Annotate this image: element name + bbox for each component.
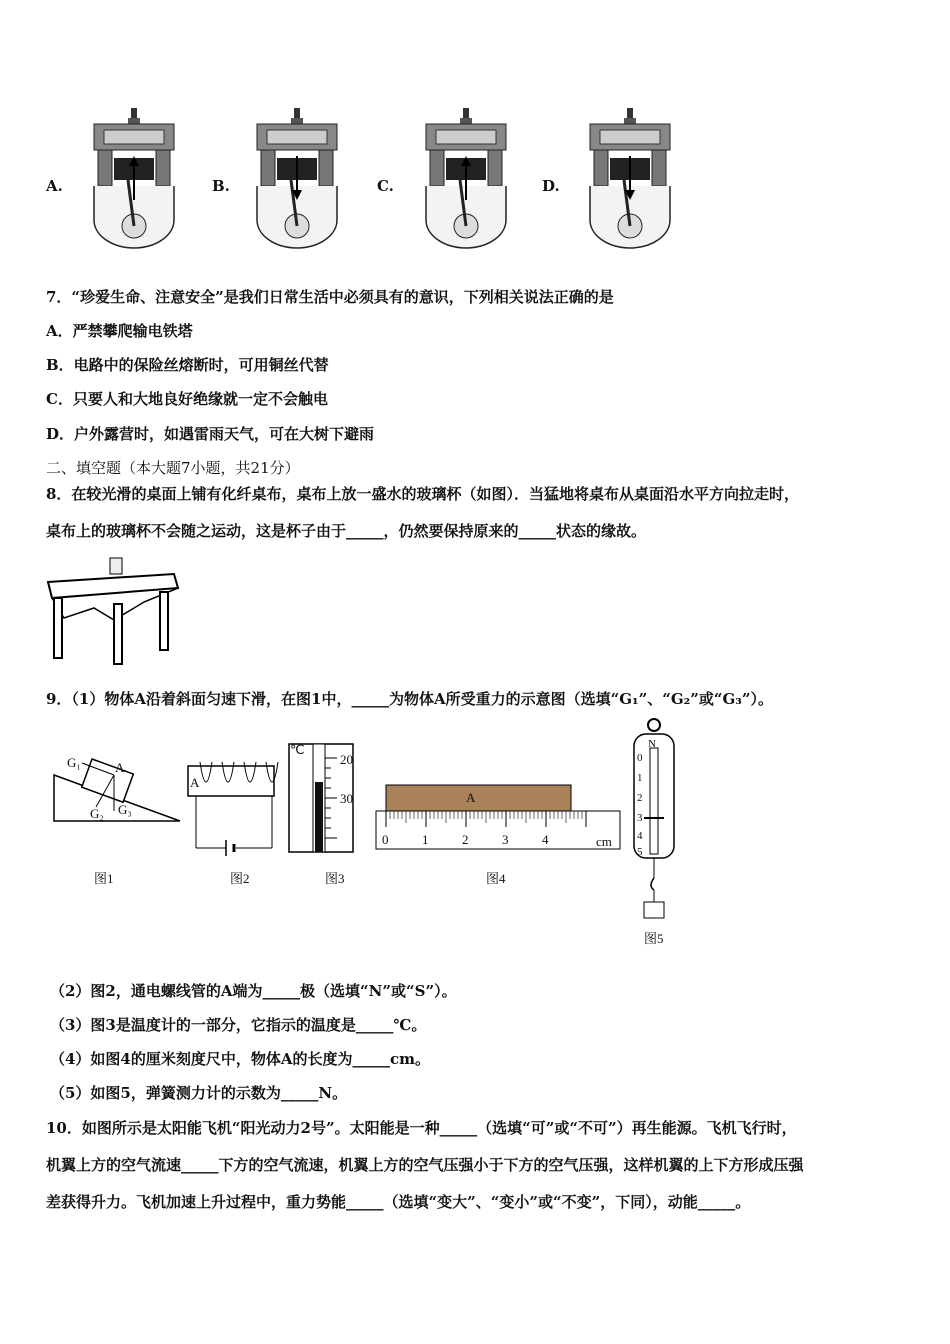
option-label-b: B. — [212, 177, 230, 195]
q10-line3: 差获得升力。飞机加速上升过程中，重力势能_____（选填“变大”、“变小”或“不变”，下同），动能_____。 — [46, 1193, 751, 1211]
fig5-tick-4: 4 — [637, 830, 643, 842]
fig1-g3: G₃ — [118, 802, 132, 817]
fig3-caption: 图3 — [325, 871, 345, 886]
q7-option-d: D．户外露营时，如遇雷雨天气，可在大树下避雨 — [46, 425, 375, 443]
fig4-tick-0: 0 — [382, 832, 389, 847]
q9-part5: （5）如图5，弹簧测力计的示数为_____N。 — [50, 1084, 348, 1102]
q7-stem: 7．“珍爱生命、注意安全”是我们日常生活中必须具有的意识，下列相关说法正确的是 — [46, 288, 614, 306]
q9-stem: 9．（1）物体A沿着斜面匀速下滑，在图1中，_____为物体A所受重力的示意图（选填“G₁”、“G₂”或“G₃”）。 — [46, 690, 773, 708]
q7-option-a: A．严禁攀爬输电铁塔 — [46, 322, 193, 340]
q9-part2: （2）图2，通电螺线管的A端为_____极（选填“N”或“S”）。 — [50, 982, 457, 1000]
fig3-tick-30: 30 — [340, 791, 353, 806]
fig3-unit: ℃ — [290, 742, 305, 757]
q7-option-c: C．只要人和大地良好绝缘就一定不会触电 — [46, 390, 328, 408]
fig3-tick-20: 20 — [340, 752, 353, 767]
fig1-g2: G₂ — [90, 806, 104, 821]
table-figure — [44, 558, 184, 668]
engine-diagrams — [0, 0, 950, 260]
fig1-a: A — [115, 760, 125, 775]
fig2-solenoid — [186, 752, 286, 852]
q10-line2: 机翼上方的空气流速_____下方的空气流速，机翼上方的空气压强小于下方的空气压强，这样机翼的上下方形成压强 — [46, 1156, 804, 1174]
fig2-caption: 图2 — [230, 871, 250, 886]
q8-line2: 桌布上的玻璃杯不会随之运动，这是杯子由于_____，仍然要保持原来的_____状态的缘故。 — [46, 522, 647, 540]
section-heading: 二、填空题（本大题7小题，共21分） — [46, 459, 300, 477]
fig4-unit: cm — [596, 834, 612, 849]
fig5-tick-2: 2 — [637, 792, 643, 804]
fig5-n: N — [648, 738, 656, 750]
q9-part3: （3）图3是温度计的一部分，它指示的温度是_____℃。 — [50, 1016, 427, 1034]
fig4-tick-4: 4 — [542, 832, 549, 847]
q8-line1: 8．在较光滑的桌面上铺有化纤桌布，桌布上放一盛水的玻璃杯（如图）．当猛地将桌布从桌面沿水平方向拉走时， — [46, 485, 799, 503]
option-label-c: C. — [377, 177, 394, 195]
fig5-tick-1: 1 — [637, 772, 643, 784]
fig4-tick-1: 1 — [422, 832, 429, 847]
fig4-caption: 图4 — [486, 871, 506, 886]
fig4-ruler — [374, 783, 624, 853]
fig5-tick-0: 0 — [637, 752, 643, 764]
q9-part4: （4）如图4的厘米刻度尺中，物体A的长度为_____cm。 — [50, 1050, 431, 1068]
fig4-tick-2: 2 — [462, 832, 469, 847]
option-label-d: D. — [542, 177, 560, 195]
fig5-caption: 图5 — [644, 931, 664, 946]
fig4-a: A — [466, 790, 476, 805]
fig5-tick-5: 5 — [637, 846, 643, 858]
fig5-tick-3: 3 — [637, 812, 643, 824]
q10-line1: 10．如图所示是太阳能飞机“阳光动力2号”。太阳能是一种_____（选填“可”或“不可”）再生能源。飞机飞行时， — [46, 1119, 797, 1137]
fig1-g1: G₁ — [67, 755, 81, 770]
option-label-a: A. — [46, 177, 63, 195]
q7-option-b: B．电路中的保险丝熔断时，可用铜丝代替 — [46, 356, 329, 374]
fig2-a: A — [190, 775, 200, 790]
fig1-caption: 图1 — [94, 871, 114, 886]
fig4-tick-3: 3 — [502, 832, 509, 847]
